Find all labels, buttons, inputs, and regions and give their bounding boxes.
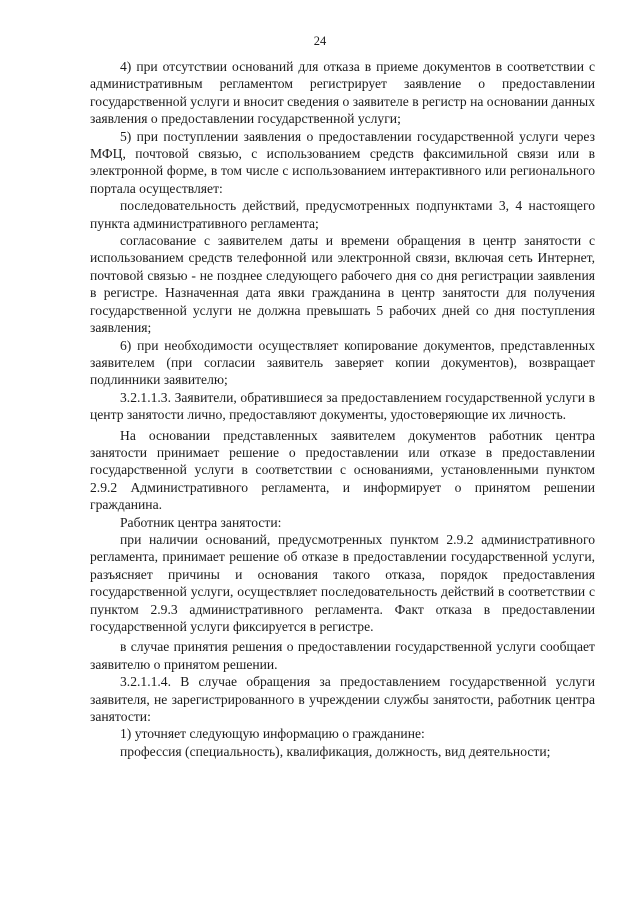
paragraph-decision: На основании представленных заявителем документов работник центра занятости принимает решение о предоставлении или отказе в предоставлении государственной услуги в соответствии с основаниями, установленными пунктом 2.9.2 Административного регламента, и информирует о принятом решении гражданина. (90, 427, 595, 513)
paragraph-date-agreement: согласование с заявителем даты и времени обращения в центр занятости с использованием средств телефонной или электронной связи, включая сеть Интернет, почтовой связью - не позднее следующего рабочего дня со дня регистрации заявления в регистре. Назначенная дата явки гражданина в центр занятости для получения государственной услуги не должна превышать 5 рабочих дней со дня поступления заявления; (90, 233, 595, 336)
paragraph-sequence-of-actions: последовательность действий, предусмотренных подпунктами 3, 4 настоящего пункта административного регламента; (90, 198, 595, 231)
paragraph-acceptance: в случае принятия решения о предоставлении государственной услуги сообщает заявителю о принятом решении. (90, 639, 595, 672)
page-number: 24 (313, 34, 327, 48)
paragraph-refusal-grounds: при наличии оснований, предусмотренных пунктом 2.9.2 административного регламента, принимает решение об отказе в предоставлении государственной услуги, разъясняет причины и основания такого отказа, порядок предоставления государственной услуги, осуществляет последовательность действий в соответствии с пунктом 2.9.3 административного регламента. Факт отказа в предоставлении государственной услуги фиксируется в регистре. (90, 531, 595, 634)
document-body (90, 58, 595, 760)
paragraph-3-2-1-1-3: 3.2.1.1.3. Заявители, обратившиеся за предоставлением государственной услуги в центр занятости лично, предоставляют документы, удостоверяющие их личность. (90, 389, 595, 423)
paragraph-profession: профессия (специальность), квалификация, должность, вид деятельности; (120, 743, 551, 759)
paragraph-3-2-1-1-4: 3.2.1.1.4. В случае обращения за предоставлением государственной услуги заявителя, не зарегистрированного в учреждении службы занятости, работник центра занятости: (90, 674, 595, 725)
paragraph-item-4-registration: 4) при отсутствии оснований для отказа в приеме документов в соответствии с административным регламентом регистрирует заявление о предоставлении государственной услуги и вносит сведения о заявителе в регистр на основании данных заявления о предоставлении государственной услуги; (90, 59, 595, 127)
paragraph-item-5-remote-application: 5) при поступлении заявления о предоставлении государственной услуги через МФЦ, почтовой связью, с использованием средств факсимильной связи или в электронной форме, в том числе с использованием интерактивного или регионального портала осуществляет: (90, 128, 595, 196)
paragraph-item-6-copying: 6) при необходимости осуществляет копирование документов, представленных заявителем (при согласии заявитель заверяет копии документов), возвращает подлинники заявителю; (90, 337, 595, 388)
paragraph-worker-heading: Работник центра занятости: (120, 514, 282, 530)
paragraph-clarify-info: 1) уточняет следующую информацию о гражданине: (120, 726, 425, 742)
